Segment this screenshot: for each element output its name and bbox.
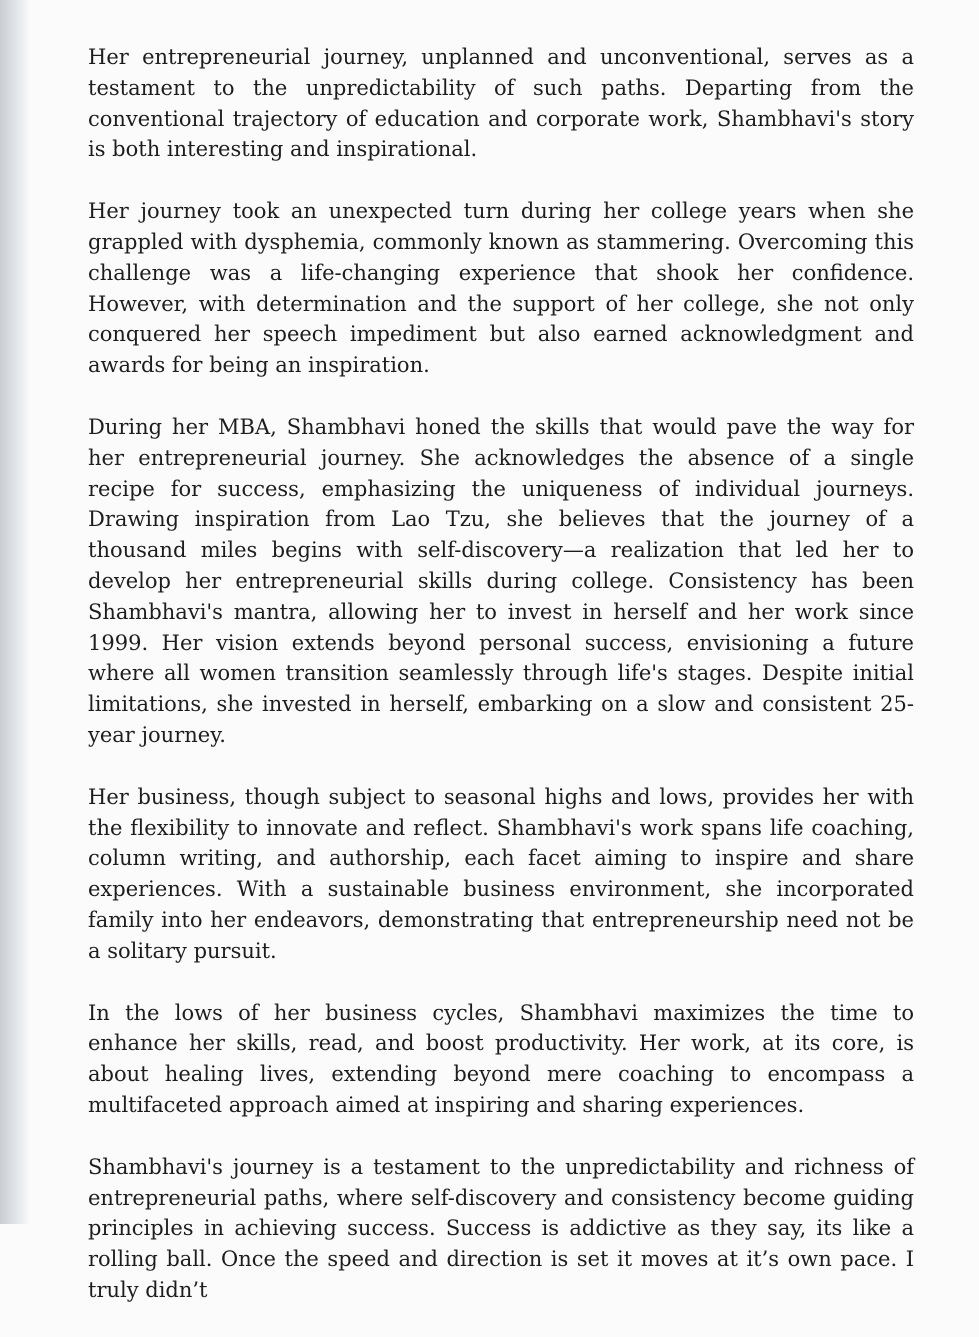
article-paragraph-6: Shambhavi's journey is a testament to the unpredictability and richness of entrepreneurial paths, where self-discovery and consistency become guiding principles in achieving success. Success is addictive as they say, its like a rolling ball. Once the speed and direction is set it moves at it’s own pace. I truly didn’t [88,1154,914,1302]
article-paragraph-1: Her entrepreneurial journey, unplanned and unconventional, serves as a testament to the unpredictability of such paths. Departing from the conventional trajectory of education and corporate work, Shambhavi's story is both interesting and inspirational. [88,45,914,162]
article-body [88,42,914,1337]
article-paragraph-3: During her MBA, Shambhavi honed the skills that would pave the way for her entrepreneurial journey. She acknowledges the absence of a single recipe for success, emphasizing the uniqueness of individual journeys. Drawing inspiration from Lao Tzu, she believes that the journey of a thousand miles begins with self-discovery—a realization that led her to develop her entrepreneurial skills during college. Consistency has been Shambhavi's mantra, allowing her to invest in herself and her work since 1999. Her vision extends beyond personal success, envisioning a future where all women transition seamlessly through life's stages. Despite initial limitations, she invested in herself, embarking on a slow and consistent 25-year journey. [88,414,914,747]
article-paragraph-4: Her business, though subject to seasonal highs and lows, provides her with the flexibility to innovate and reflect. Shambhavi's work spans life coaching, column writing, and authorship, each facet aiming to inspire and share experiences. With a sustainable business environment, she incorporated family into her endeavors, demonstrating that entrepreneurship need not be a solitary pursuit. [88,784,914,963]
page-edge-shadow [0,0,30,1224]
article-paragraph-5: In the lows of her business cycles, Shambhavi maximizes the time to enhance her skills, read, and boost productivity. Her work, at its core, is about healing lives, extending beyond mere coaching to encompass a multifaceted approach aimed at inspiring and sharing experiences. [88,1000,914,1117]
article-paragraph-2: Her journey took an unexpected turn during her college years when she grappled with dysphemia, commonly known as stammering. Overcoming this challenge was a life-changing experience that shook her confidence. However, with determination and the support of her college, she not only conquered her speech impediment but also earned acknowledgment and awards for being an inspiration. [88,199,914,378]
